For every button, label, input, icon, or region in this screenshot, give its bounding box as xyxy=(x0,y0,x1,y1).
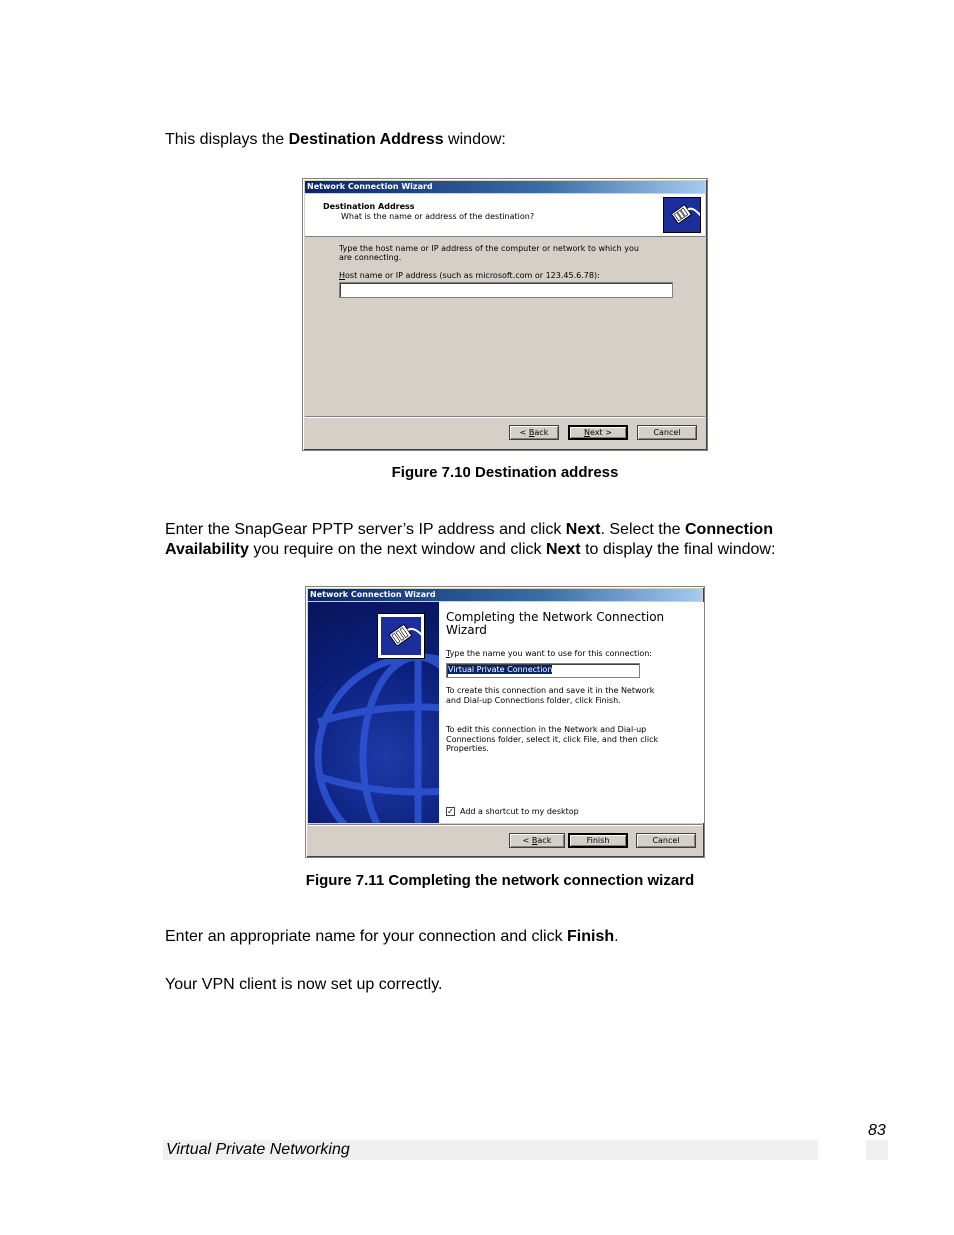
checkbox-check-icon: ✓ xyxy=(447,807,454,816)
separator xyxy=(308,824,702,826)
next-rest: ext > xyxy=(590,428,612,437)
back-accel: B xyxy=(531,836,538,845)
next-button[interactable] xyxy=(568,425,628,440)
para2-text-4: to display the final window: xyxy=(580,541,776,558)
name-label-accel: T xyxy=(446,649,450,658)
shortcut-option[interactable] xyxy=(446,807,579,816)
dialog-title: Network Connection Wizard xyxy=(308,589,702,601)
para3-text-end: . xyxy=(614,928,619,945)
next-accel: N xyxy=(584,428,591,437)
back-rest: ack xyxy=(534,428,549,437)
edit-instruction: To edit this connection in the Network and Dial-up Connections folder, select it, click File, and then click Properties. xyxy=(446,725,659,753)
cancel-button[interactable]: Cancel xyxy=(637,425,697,440)
para2-bold-next: Next xyxy=(565,521,601,538)
instruction-paragraph xyxy=(165,520,825,560)
shortcut-label: Add a shortcut to my desktop xyxy=(460,807,579,816)
para2-text-2: . Select the xyxy=(600,521,685,538)
dialog-title: Network Connection Wizard xyxy=(305,181,705,193)
para2-bold-next-2: Next xyxy=(545,541,581,558)
finish-button[interactable]: Finish xyxy=(568,833,628,848)
back-button[interactable] xyxy=(509,425,559,440)
intro-bold: Destination Address xyxy=(288,131,444,148)
wizard-content xyxy=(439,602,704,823)
completing-wizard-dialog xyxy=(305,586,705,858)
finish-paragraph xyxy=(165,927,825,947)
footer-section-title: Virtual Private Networking xyxy=(163,1140,818,1160)
intro-paragraph xyxy=(165,130,825,150)
finish-instruction: To create this connection and save it in the Network and Dial-up Connections folder, click Finish. xyxy=(446,686,655,705)
para2-text-3: you require on the next window and click xyxy=(248,541,546,558)
closing-paragraph: Your VPN client is now set up correctly. xyxy=(165,976,443,993)
para3-text: Enter an appropriate name for your connection and click xyxy=(165,928,568,945)
intro-text: This displays the xyxy=(165,131,289,148)
network-cable-icon xyxy=(663,197,701,233)
back-button[interactable] xyxy=(509,833,565,848)
page-number: 83 xyxy=(868,1122,886,1139)
back-prefix: < xyxy=(519,428,529,437)
network-cable-icon xyxy=(378,614,424,658)
shortcut-checkbox[interactable] xyxy=(446,807,455,816)
host-label xyxy=(339,271,600,280)
header-subtitle: What is the name or address of the destination? xyxy=(341,212,535,221)
name-label xyxy=(446,649,652,658)
separator xyxy=(305,416,705,418)
wizard-logo-frame xyxy=(377,613,425,659)
host-input[interactable] xyxy=(339,282,673,298)
page-number-box xyxy=(866,1140,888,1160)
destination-address-dialog xyxy=(302,178,708,451)
instruction-text: Type the host name or IP address of the computer or network to which you are connecting. xyxy=(339,244,639,262)
wizard-heading: Completing the Network Connection Wizard xyxy=(446,610,665,637)
header-title: Destination Address xyxy=(323,202,415,211)
connection-name-value: Virtual Private Connection xyxy=(448,665,553,674)
name-label-text: ype the name you want to use for this connection: xyxy=(449,649,652,658)
connection-name-input[interactable] xyxy=(446,663,640,678)
wizard-side-panel xyxy=(308,602,439,823)
back-prefix: < xyxy=(522,836,532,845)
figure-caption-2: Figure 7.11 Completing the network connection wizard xyxy=(305,872,695,889)
para3-bold-finish: Finish xyxy=(567,928,615,945)
host-label-text: ost name or IP address (such as microsoft.com or 123.45.6.78): xyxy=(345,271,600,280)
para2-bold-availability: Connection Availability xyxy=(165,521,773,558)
back-rest: ack xyxy=(537,836,552,845)
wizard-header xyxy=(305,194,705,237)
cancel-button[interactable]: Cancel xyxy=(636,833,696,848)
intro-text-end: window: xyxy=(443,131,506,148)
back-accel: B xyxy=(528,428,535,437)
figure-caption-1: Figure 7.10 Destination address xyxy=(391,464,619,481)
host-label-accel: H xyxy=(339,271,346,280)
para2-text-1: Enter the SnapGear PPTP server’s IP address and click xyxy=(165,521,566,538)
